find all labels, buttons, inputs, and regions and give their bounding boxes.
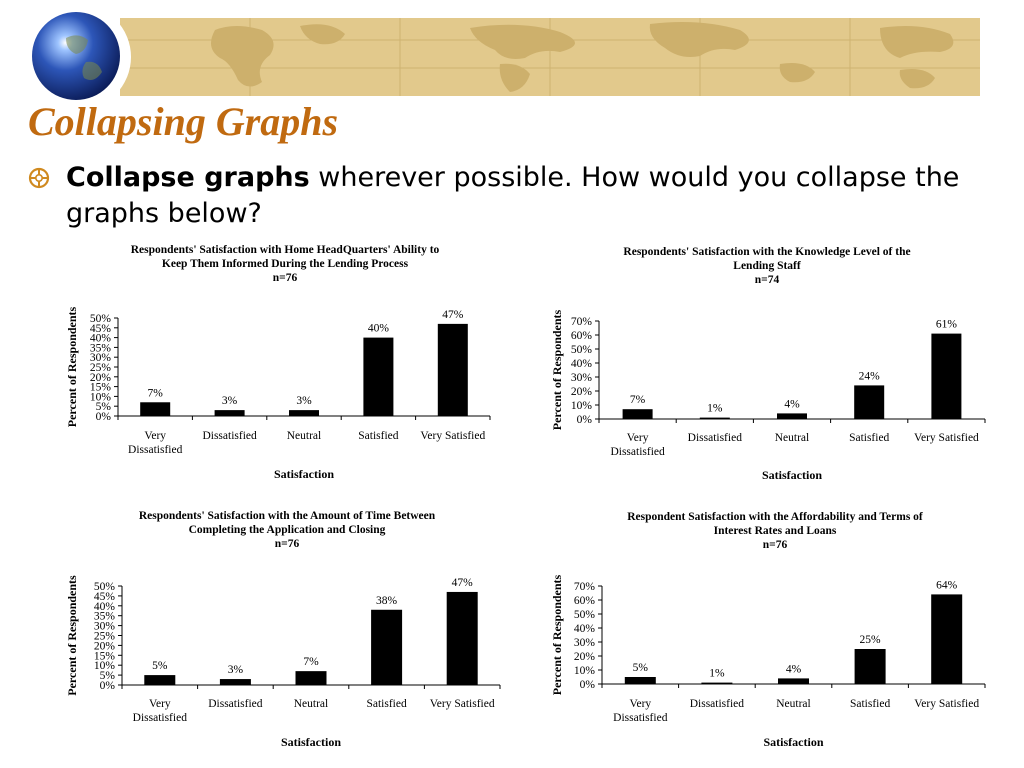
x-tick-label: Neutral xyxy=(286,430,322,442)
y-axis-label: Percent of Respondents xyxy=(550,574,564,696)
x-axis-label: Satisfaction xyxy=(281,735,341,749)
globe-icon xyxy=(32,12,120,100)
y-tick-label: 70% xyxy=(573,581,595,593)
y-tick-label: 45% xyxy=(89,322,111,335)
y-axis-label: Percent of Respondents xyxy=(65,306,79,428)
y-tick-label: 15% xyxy=(89,381,111,394)
y-tick-label: 0% xyxy=(579,679,595,691)
x-axis-label: Satisfaction xyxy=(274,467,334,481)
data-label: 1% xyxy=(709,667,725,680)
bar xyxy=(700,418,730,419)
y-tick-label: 0% xyxy=(576,414,592,426)
chart-title-line: Completing the Application and Closing xyxy=(188,524,386,536)
x-tick-label: Dissatisfied xyxy=(128,444,183,456)
x-tick-label: Satisfied xyxy=(366,698,407,710)
bar xyxy=(144,675,175,685)
chart-title-line: Respondents' Satisfaction with Home HeadQuarters' Ability to xyxy=(130,244,440,256)
chart-title-line: Lending Staff xyxy=(733,260,801,272)
chart-title-line: Respondents' Satisfaction with the Amount of Time Between xyxy=(138,510,436,522)
x-tick-label: Neutral xyxy=(776,698,811,710)
y-tick-label: 70% xyxy=(570,316,592,328)
y-tick-label: 25% xyxy=(93,630,115,643)
data-label: 4% xyxy=(785,663,802,676)
chart-title-line: n=76 xyxy=(274,538,300,550)
data-label: 47% xyxy=(442,308,464,321)
y-tick-label: 15% xyxy=(93,650,115,663)
bar xyxy=(778,678,809,684)
chart-1 xyxy=(60,238,500,488)
y-tick-label: 20% xyxy=(89,371,111,384)
bullet-target-icon xyxy=(28,167,50,189)
y-tick-label: 40% xyxy=(573,623,595,635)
chart-title-line: Respondent Satisfaction with the Affordability and Terms of xyxy=(627,511,923,523)
y-tick-label: 40% xyxy=(570,358,592,370)
y-tick-label: 30% xyxy=(89,352,111,365)
bullet-body-text: wherever possible. How would you collapse the graphs below? xyxy=(66,162,960,229)
data-label: 47% xyxy=(451,576,473,589)
bullet-bold-text: Collapse graphs xyxy=(66,162,310,193)
x-tick-label: Neutral xyxy=(774,432,810,444)
data-label: 1% xyxy=(707,402,723,415)
chart-title-line: Interest Rates and Loans xyxy=(713,525,837,537)
bar xyxy=(371,610,402,685)
y-tick-label: 20% xyxy=(93,640,115,653)
bar xyxy=(289,410,319,416)
data-label: 61% xyxy=(935,318,957,331)
data-label: 7% xyxy=(303,656,319,669)
bar xyxy=(777,413,807,419)
chart-4 xyxy=(545,505,1000,755)
bar xyxy=(931,594,962,684)
x-tick-label: Very xyxy=(148,698,171,710)
chart-title-line: Respondents' Satisfaction with the Knowledge Level of the xyxy=(623,246,911,258)
bar xyxy=(296,671,327,685)
data-label: 40% xyxy=(367,322,389,335)
x-axis-label: Satisfaction xyxy=(762,468,822,482)
data-label: 5% xyxy=(152,660,168,673)
y-tick-label: 30% xyxy=(573,637,595,649)
x-tick-label: Dissatisfied xyxy=(613,712,668,724)
data-label: 3% xyxy=(296,395,312,408)
y-tick-label: 0% xyxy=(99,680,115,692)
bar xyxy=(447,592,478,685)
y-tick-label: 5% xyxy=(99,670,115,683)
x-tick-label: Very xyxy=(626,432,649,444)
data-label: 5% xyxy=(632,662,648,674)
bar xyxy=(931,334,961,419)
x-tick-label: Dissatisfied xyxy=(610,446,665,458)
y-tick-label: 5% xyxy=(95,401,111,414)
y-tick-label: 50% xyxy=(89,313,111,325)
slide-title: Collapsing Graphs xyxy=(28,99,339,144)
data-label: 24% xyxy=(858,370,880,383)
bar xyxy=(215,410,245,416)
data-label: 7% xyxy=(629,394,646,407)
bar xyxy=(855,649,886,684)
y-tick-label: 45% xyxy=(93,590,115,603)
y-tick-label: 10% xyxy=(573,665,595,677)
x-tick-label: Dissatisfied xyxy=(687,432,742,444)
y-tick-label: 50% xyxy=(570,344,592,356)
data-label: 25% xyxy=(859,634,881,646)
bar xyxy=(701,683,732,684)
y-tick-label: 20% xyxy=(573,651,595,663)
bar xyxy=(363,338,393,416)
x-tick-label: Dissatisfied xyxy=(132,712,187,724)
x-tick-label: Very xyxy=(629,698,652,710)
bullet-text xyxy=(66,160,996,232)
chart-title-line: n=76 xyxy=(272,272,298,284)
y-tick-label: 20% xyxy=(570,386,592,398)
x-tick-label: Very Satisfied xyxy=(429,698,495,710)
x-tick-label: Neutral xyxy=(293,698,329,710)
x-tick-label: Very Satisfied xyxy=(420,430,486,442)
x-tick-label: Dissatisfied xyxy=(208,698,263,710)
data-label: 64% xyxy=(936,579,958,592)
y-tick-label: 10% xyxy=(89,391,111,404)
data-label: 7% xyxy=(147,387,163,400)
y-tick-label: 30% xyxy=(570,372,592,384)
bar xyxy=(438,324,468,416)
bar xyxy=(854,385,884,419)
bar xyxy=(140,402,170,416)
data-label: 38% xyxy=(376,594,398,607)
y-tick-label: 35% xyxy=(89,342,111,355)
data-label: 4% xyxy=(784,398,800,411)
y-tick-label: 10% xyxy=(93,660,115,673)
y-tick-label: 30% xyxy=(93,620,115,633)
x-tick-label: Satisfied xyxy=(849,432,890,444)
world-map-banner xyxy=(0,0,1024,100)
y-axis-label: Percent of Respondents xyxy=(65,575,79,696)
x-axis-label: Satisfaction xyxy=(763,735,824,749)
y-tick-label: 10% xyxy=(570,400,592,412)
bar xyxy=(220,679,251,685)
y-tick-label: 50% xyxy=(573,609,595,621)
chart-title-line: Keep Them Informed During the Lending Process xyxy=(161,258,409,270)
y-tick-label: 60% xyxy=(570,330,592,342)
y-axis-label: Percent of Respondents xyxy=(550,309,564,431)
y-tick-label: 0% xyxy=(95,411,111,423)
y-tick-label: 50% xyxy=(93,581,115,593)
y-tick-label: 40% xyxy=(93,600,115,613)
x-tick-label: Dissatisfied xyxy=(202,430,257,442)
chart-title-line: n=76 xyxy=(762,539,788,551)
x-tick-label: Satisfied xyxy=(849,698,891,710)
bar xyxy=(623,409,653,419)
x-tick-label: Dissatisfied xyxy=(689,698,745,710)
y-tick-label: 35% xyxy=(93,610,115,623)
x-tick-label: Very Satisfied xyxy=(914,698,980,710)
x-tick-label: Very Satisfied xyxy=(913,432,979,444)
y-tick-label: 40% xyxy=(89,332,111,345)
x-tick-label: Satisfied xyxy=(358,430,399,442)
x-tick-label: Very xyxy=(144,430,167,442)
chart-title-line: n=74 xyxy=(754,274,780,286)
data-label: 3% xyxy=(221,395,238,408)
chart-3 xyxy=(60,505,510,755)
data-label: 3% xyxy=(227,664,244,677)
y-tick-label: 25% xyxy=(89,362,111,374)
chart-2 xyxy=(545,240,995,490)
y-tick-label: 60% xyxy=(573,595,595,607)
bar xyxy=(625,677,656,684)
